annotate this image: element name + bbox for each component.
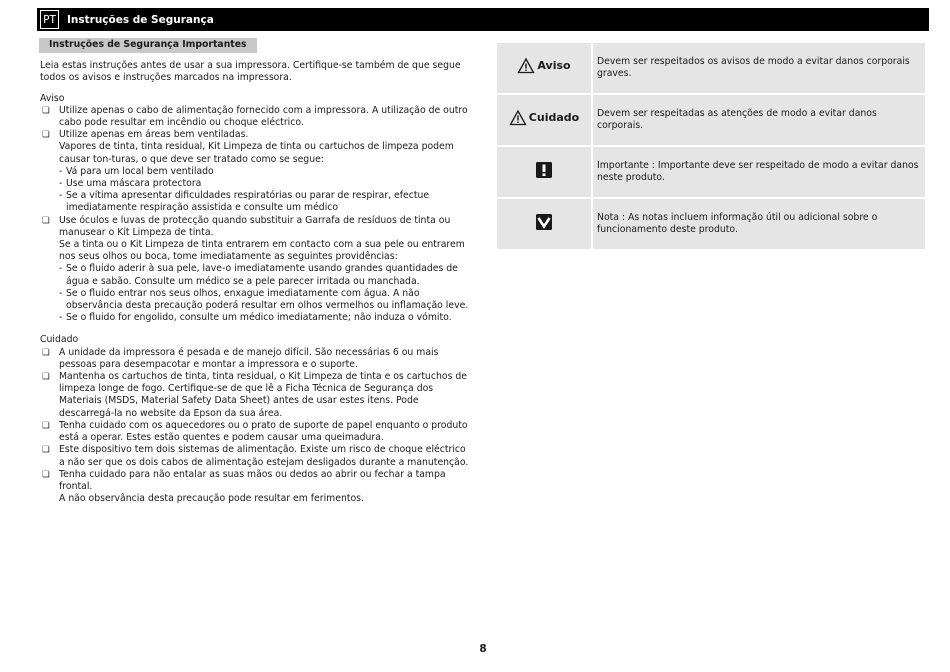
list-item xyxy=(40,469,472,506)
notice-row-importante xyxy=(496,146,926,198)
list-item xyxy=(40,215,472,325)
notice-text: Devem ser respeitadas as atenções de modo a evitar danos corporais. xyxy=(592,94,926,146)
list-item xyxy=(40,347,472,371)
checkbox-bullet-icon: ❏ xyxy=(42,372,50,383)
list-item-text: Este dispositivo tem dois sistemas de alimentação. Existe um risco de choque eléctrico a não ser que os dois cabos de alimentação estejam desligados durante a manutenção. xyxy=(59,444,469,468)
aviso-group-title: Aviso xyxy=(40,92,65,104)
exclamation-icon xyxy=(535,161,553,179)
checkbox-bullet-icon: ❏ xyxy=(42,215,50,226)
checkmark-icon xyxy=(535,213,553,231)
page-number: 8 xyxy=(479,643,487,655)
list-item-extra: A não observância desta precaução pode resultar em ferimentos. xyxy=(59,493,364,505)
list-item-text: Utilize apenas em áreas bem ventiladas. xyxy=(59,129,249,141)
notice-label: Aviso xyxy=(537,59,571,73)
header-title: Instruções de Segurança xyxy=(67,13,214,26)
list-item-text: A unidade da impressora é pesada e de manejo difícil. São necessárias 6 ou mais pessoas para desempacotar e montar a impressora e o suporte. xyxy=(59,346,439,370)
list-item-extra: Vapores de tinta, tinta residual, Kit Limpeza de tinta ou cartuchos de limpeza podem causar ton-turas, o que deve ser tratado como se segue: xyxy=(59,141,454,165)
list-item xyxy=(40,371,472,420)
checkbox-bullet-icon: ❏ xyxy=(42,469,50,480)
notice-text: Importante : Importante deve ser respeitado de modo a evitar danos neste produto. xyxy=(592,146,926,198)
left-column xyxy=(40,38,472,505)
sub-item: - Se o fluido aderir à sua pele, lave-o imediatamente usando grandes quantidades de água e sabão. Consulte um médico se a pele parecer irritada ou manchada. xyxy=(59,263,458,287)
sub-item: - Vá para um local bem ventilado xyxy=(59,165,214,177)
list-item-text: Use óculos e luvas de protecção quando substituir a Garrafa de resíduos de tinta ou manusear o Kit Limpeza de tinta. xyxy=(59,214,451,238)
page-header xyxy=(37,8,929,31)
sub-item: - Use uma máscara protectora xyxy=(59,178,202,190)
list-item-extra: Se a tinta ou o Kit Limpeza de tinta entrarem em contacto com a sua pele ou entrarem nos seus olhos ou boca, tome imediatamente as seguintes providências: xyxy=(59,239,465,263)
sub-item: - Se o fluido entrar nos seus olhos, enxague imediatamente com água. A não observância desta precaução poderá resultar em olhos vermelhos ou inflamação leve. xyxy=(59,287,469,312)
language-badge: PT xyxy=(40,10,59,29)
notice-label: Cuidado xyxy=(528,111,580,125)
list-item xyxy=(40,105,472,129)
warning-triangle-icon xyxy=(509,109,527,127)
notice-text: Devem ser respeitados os avisos de modo a evitar danos corporais graves. xyxy=(592,42,926,94)
notice-row-aviso xyxy=(496,42,926,94)
notice-text: Nota : As notas incluem informação útil ou adicional sobre o funcionamento deste produto. xyxy=(592,198,926,250)
checkbox-bullet-icon: ❏ xyxy=(42,445,50,456)
list-item xyxy=(40,420,472,444)
list-item-text: Mantenha os cartuchos de tinta, tinta residual, o Kit Limpeza de tinta e os cartuchos de limpeza longe de fogo. Certifique-se de que lê a Ficha Técnica de Segurança dos Materiais (MSDS, Material Safety Data Sheet) antes de usar estes itens. Pode descarregá-la no website da Epson da sua área. xyxy=(59,371,468,419)
list-item-text: Tenha cuidado para não entalar as suas mãos ou dedos ao abrir ou fechar a tampa frontal. xyxy=(59,468,446,492)
list-item-text: Utilize apenas o cabo de alimentação fornecido com a impressora. A utilização de outro cabo pode resultar em incêndio ou choque eléctrico. xyxy=(59,104,468,129)
warning-triangle-icon xyxy=(517,57,535,75)
section-title: Instruções de Segurança Importantes xyxy=(39,38,257,53)
notice-legend-table xyxy=(495,41,927,251)
sub-item: - Se a vítima apresentar dificuldades respiratórias ou parar de respirar, efectue imediatamente respiração assistida e consulte um médico xyxy=(59,190,430,214)
checkbox-bullet-icon: ❏ xyxy=(42,105,50,116)
checkbox-bullet-icon: ❏ xyxy=(42,130,50,141)
list-item xyxy=(40,129,472,214)
checkbox-bullet-icon: ❏ xyxy=(42,347,50,358)
intro-paragraph: Leia estas instruções antes de usar a sua impressora. Certifique-se também de que segue todos os avisos e instruções marcados na impressora. xyxy=(40,60,461,84)
list-item-text: Tenha cuidado com os aquecedores ou o prato de suporte de papel enquanto o produto está a operar. Estes estão quentes e podem causar uma queimadura. xyxy=(59,419,468,444)
list-item xyxy=(40,444,472,468)
checkbox-bullet-icon: ❏ xyxy=(42,420,50,431)
sub-item: - Se o fluido for engolido, consulte um médico imediatamente; não induza o vómito. xyxy=(59,312,452,324)
notice-row-nota xyxy=(496,198,926,250)
cuidado-group-title: Cuidado xyxy=(40,334,79,346)
notice-row-cuidado xyxy=(496,94,926,146)
